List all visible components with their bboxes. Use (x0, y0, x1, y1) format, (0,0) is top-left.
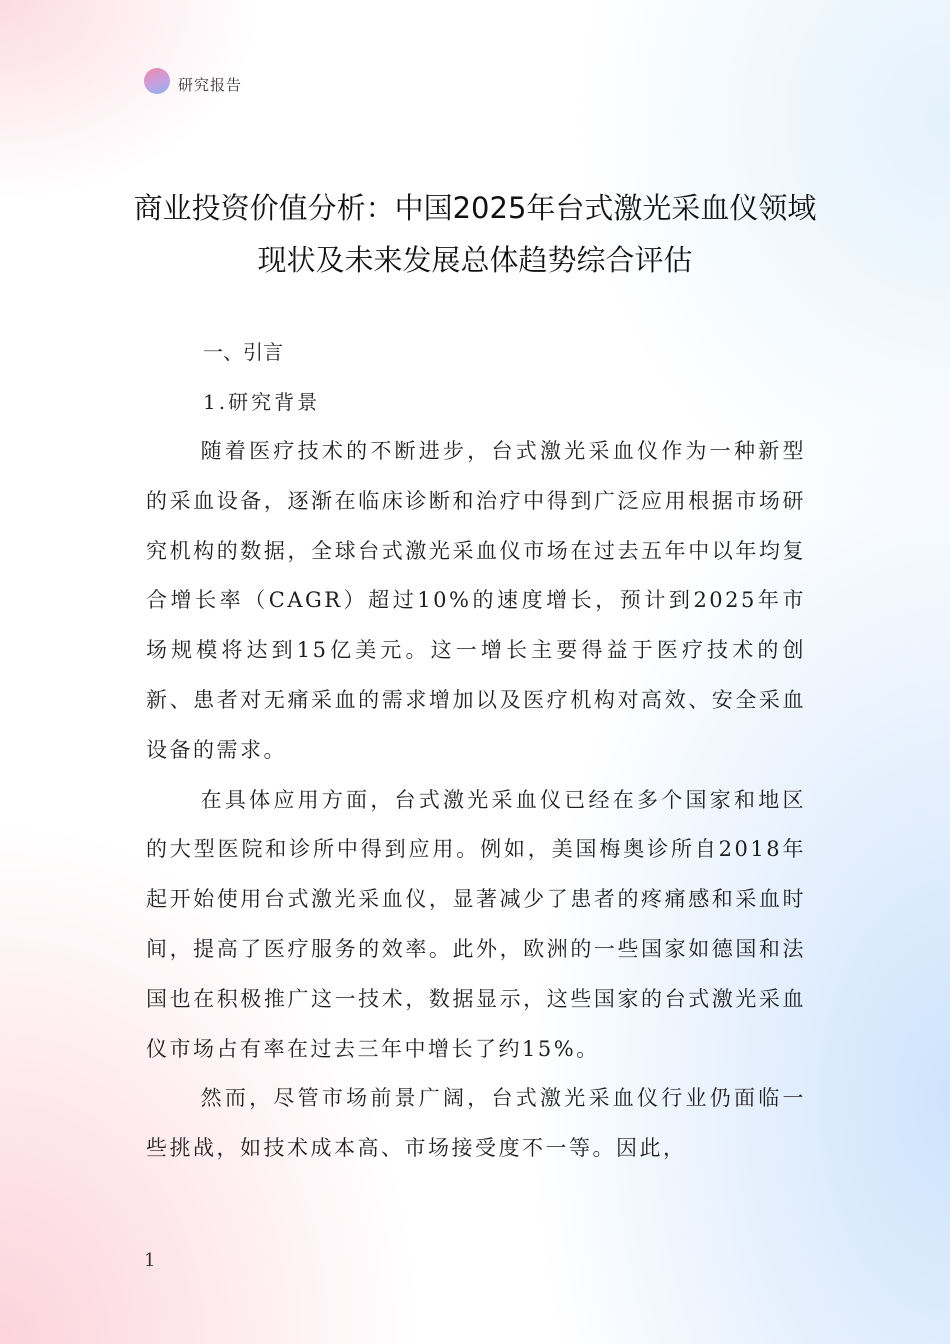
paragraph: 在具体应用方面，台式激光采血仪已经在多个国家和地区的大型医院和诊所中得到应用。例如，美国梅奥诊所自2018年起开始使用台式激光采血仪，显著减少了患者的疼痛感和采血时间，提高了医疗服务的效率。此外，欧洲的一些国家如德国和法国也在积极推广这一技术，数据显示，这些国家的台式激光采血仪市场占有率在过去三年中增长了约15%。 (146, 787, 806, 1061)
paragraph: 然而，尽管市场前景广阔，台式激光采血仪行业仍面临一些挑战，如技术成本高、市场接受度不一等。因此， (146, 1086, 806, 1161)
report-logo-icon (144, 68, 170, 94)
document-title: 商业投资价值分析：中国2025年台式激光采血仪领域现状及未来发展总体趋势综合评估 (133, 191, 817, 277)
sub-heading: 1.研究背景 (203, 390, 321, 414)
header-label: 研究报告 (178, 76, 243, 94)
paragraph: 随着医疗技术的不断进步，台式激光采血仪作为一种新型的采血设备，逐渐在临床诊断和治疗中得到广泛应用根据市场研究机构的数据，全球台式激光采血仪市场在过去五年中以年均复合增长率（CAGR）超过10%的速度增长，预计到2025年市场规模将达到15亿美元。这一增长主要得益于医疗技术的创新、患者对无痛采血的需求增加以及医疗机构对高效、安全采血设备的需求。 (146, 439, 806, 762)
section-heading: 一、引言 (203, 340, 283, 364)
body-text (146, 427, 806, 1174)
page-number: 1 (144, 1250, 156, 1271)
